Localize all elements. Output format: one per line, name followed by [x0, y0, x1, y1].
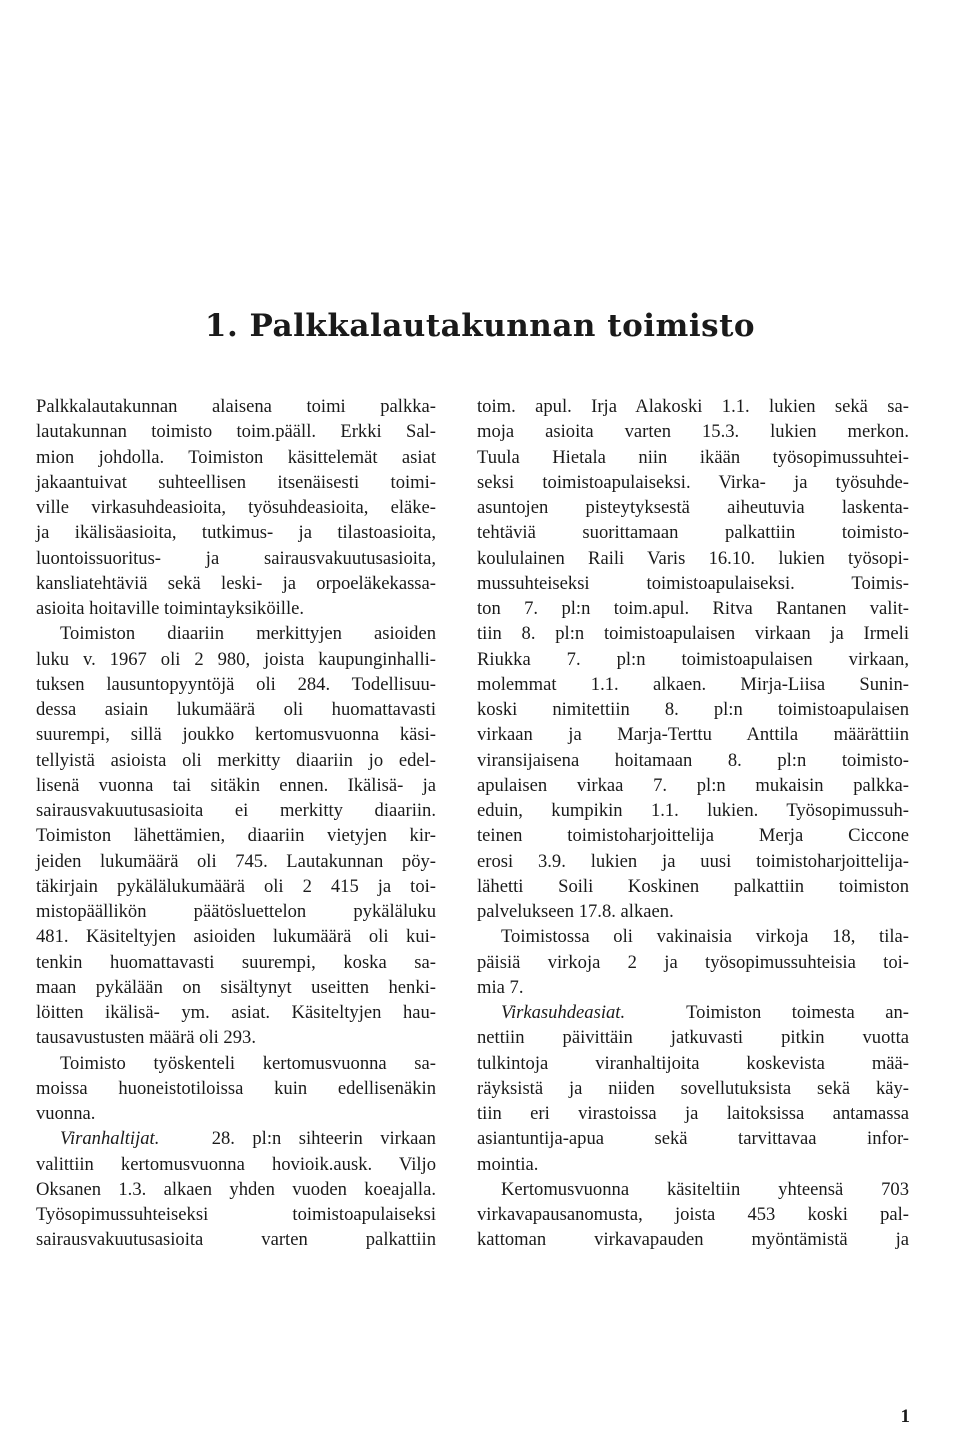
text-line: toim. apul. Irja Alakoski 1.1. lukien sekä sa-: [477, 396, 909, 417]
text-line: Tuula Hietala niin ikään työsopimussuhtei-: [477, 446, 909, 468]
text-line: [477, 1000, 909, 1025]
text-line: erosi 3.9. lukien ja uusi toimistoharjoittelija-: [477, 850, 909, 872]
section-heading-viranhaltijat: Viranhaltijat.: [60, 1128, 160, 1150]
text-line: dessa asiain lukumäärä oli huomattavasti: [36, 699, 436, 720]
text-line: virkaan ja Marja-Terttu Anttila määrättiin: [477, 724, 909, 746]
text-line: moissa huoneistotiloissa kuin edellisenäkin: [36, 1077, 436, 1099]
text-line: mussuhteiseksi toimistoapulaiseksi. Toimis-: [477, 572, 909, 594]
page-number: 1: [900, 1406, 910, 1427]
right-column: [477, 394, 909, 1253]
text-line: apulaisen virkaa 7. pl:n mukaisin palkka-: [477, 774, 909, 796]
text-line: koululainen Raili Varis 16.10. lukien työsopi-: [477, 547, 909, 569]
text-line: lautakunnan toimisto toim.pääll. Erkki Sal-: [36, 421, 436, 443]
text-line: maan pykälään on sisältynyt useitten henki-: [36, 976, 436, 998]
text-line: tellyistä asioista oli merkitty diaariin jo edel-: [36, 749, 436, 771]
text-line: ton 7. pl:n toim.apul. Ritva Rantanen valit-: [477, 598, 909, 619]
text-line: Toimisto työskenteli kertomusvuonna sa-: [60, 1052, 436, 1074]
text-line: eduin, kumpikin 1.1. lukien. Työsopimussuh-: [477, 800, 909, 821]
text-line: suurempi, sillä joukko kertomusvuonna käsi-: [36, 724, 436, 746]
text-line: Riukka 7. pl:n toimistoapulaisen virkaan,: [477, 648, 909, 670]
text-line: valittiin kertomusvuonna hovioik.ausk. Viljo: [36, 1153, 436, 1175]
text-line: tehtäviä suorittamaan palkattiin toimisto-: [477, 522, 909, 544]
text-line: sairausvakuutusasioita varten palkattiin: [36, 1229, 436, 1251]
text-line: virkavapausanomusta, joista 453 koski pal-: [477, 1204, 909, 1225]
text-line: löitten ikälisä- ym. asiat. Käsiteltyjen hau-: [36, 1002, 436, 1023]
text-line: palvelukseen 17.8. alkaen.: [477, 901, 674, 922]
section-heading-virkasuhdeasiat: Virkasuhdeasiat.: [501, 1002, 626, 1023]
text-line: Palkkalautakunnan alaisena toimi palkka-: [36, 396, 436, 417]
text-line: ville virkasuhdeasioita, työsuhdeasioita, eläke-: [36, 497, 436, 518]
text-line: Toimistossa oli vakinaisia virkoja 18, tila-: [501, 926, 909, 948]
text-line: tiin 8. pl:n toimistoapulaisen virkaan ja Irmeli: [477, 623, 909, 645]
left-column: [36, 394, 436, 1253]
text-line: mion johdolla. Toimiston käsittelemät asiat: [36, 446, 436, 468]
text-line: luku v. 1967 oli 2 980, joista kaupunginhalli-: [36, 648, 436, 670]
text-line: mistopäällikön päätösluettelon pykäläluku: [36, 901, 436, 922]
text-line: viransijaisena hoitamaan 8. pl:n toimisto-: [477, 749, 909, 771]
text-line: [36, 1126, 436, 1151]
text-line: lähetti Soili Koskinen palkattiin toimiston: [477, 875, 909, 897]
text-line: ja ikälisäasioita, tutkimus- ja tilastoasioita,: [36, 522, 436, 544]
text-line: Toimiston lähettämien, diaariin vietyjen kir-: [36, 825, 436, 847]
text-line: räyksistä ja niiden sovellutuksista sekä käy-: [477, 1077, 909, 1099]
text-line: Kertomusvuonna käsiteltiin yhteensä 703: [501, 1178, 909, 1200]
text-line: täkirjain pykälälukumäärä oli 2 415 ja toi-: [36, 875, 436, 897]
text-line: nettiin päivittäin jatkuvasti pitkin vuotta: [477, 1027, 909, 1049]
text-line: sairausvakuutusasioita ei merkitty diaariin.: [36, 800, 436, 821]
text-line: asuntojen pisteytyksestä aiheutuvia laskenta-: [477, 497, 909, 518]
text-line: koski nimitettiin 8. pl:n toimistoapulaisen: [477, 699, 909, 720]
text-line: molemmat 1.1. alkaen. Mirja-Liisa Sunin-: [477, 673, 909, 695]
text-line: tenkin huomattavasti suurempi, koska sa-: [36, 951, 436, 973]
text-line: teinen toimistoharjoittelija Merja Ciccone: [477, 825, 909, 847]
text-run: Toimiston toimesta an-: [686, 1002, 910, 1023]
text-line: moja asioita varten 15.3. lukien merkon.: [477, 421, 909, 443]
text-line: asioita hoitaville toimintayksiköille.: [36, 598, 305, 619]
text-line: tiin eri virastoissa ja laitoksissa antamassa: [477, 1103, 909, 1124]
text-line: 481. Käsiteltyjen asioiden lukumäärä oli kui-: [36, 926, 436, 948]
text-line: päisiä virkoja 2 ja työsopimussuhteisia toi-: [477, 951, 909, 973]
text-line: luontoissuoritus- ja sairausvakuutusasioita,: [36, 547, 436, 569]
text-line: tuksen lausuntopyyntöjä oli 284. Todellisuu-: [36, 673, 436, 695]
text-line: seksi toimistoapulaiseksi. Virka- ja työsuhde-: [477, 471, 909, 493]
text-line: mointia.: [477, 1153, 539, 1175]
text-line: Oksanen 1.3. alkaen yhden vuoden koeajalla.: [36, 1178, 436, 1200]
text-line: kattoman virkavapauden myöntämistä ja: [477, 1229, 909, 1251]
text-line: vuonna.: [36, 1103, 96, 1124]
text-line: Toimiston diaariin merkittyjen asioiden: [60, 623, 436, 645]
text-line: lisenä vuonna tai sitäkin ennen. Ikälisä- ja: [36, 774, 436, 796]
text-line: mia 7.: [477, 976, 524, 998]
text-line: jakaantuivat suhteellisen itsenäisesti toimi-: [36, 471, 436, 493]
text-line: jeiden lukumäärä oli 745. Lautakunnan pöy-: [36, 850, 436, 872]
text-line: tulkintoja viranhaltijoita koskevista mää-: [477, 1052, 909, 1074]
text-run: 28. pl:n sihteerin virkaan: [211, 1128, 436, 1150]
text-line: tausavustusten määrä oli 293.: [36, 1027, 256, 1049]
page-title: 1. Palkkalautakunnan toimisto: [204, 308, 756, 344]
text-line: Työsopimussuhteiseksi toimistoapulaiseksi: [36, 1204, 436, 1225]
text-line: asiantuntija-apua sekä tarvittavaa infor-: [477, 1128, 909, 1150]
text-line: kansliatehtäviä sekä leski- ja orpoeläkekassa-: [36, 572, 436, 594]
